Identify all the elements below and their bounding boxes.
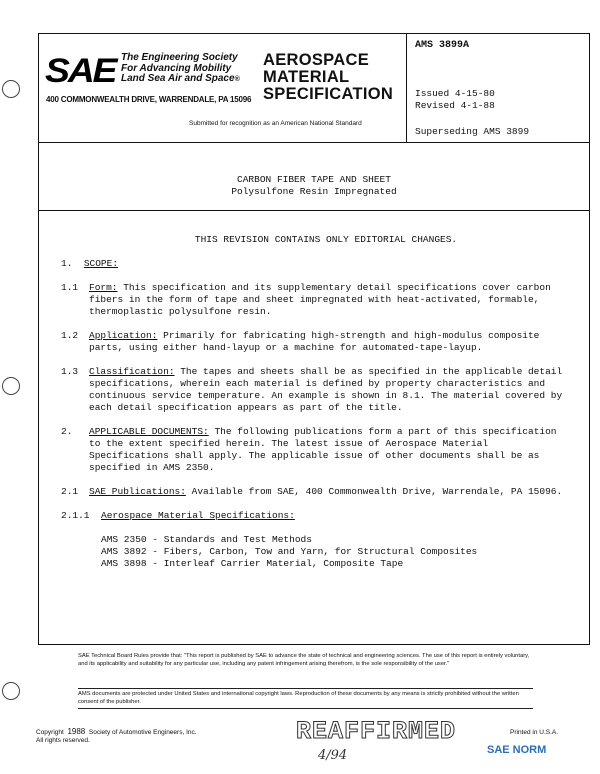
submitted-note: Submitted for recognition as an American National Standard: [189, 120, 362, 127]
punch-hole-middle: [2, 377, 20, 395]
section-2-1-1: 2.1.1 Aerospace Material Specifications:: [61, 510, 295, 521]
handwritten-date: 4/94: [318, 748, 348, 763]
section-1-3: 1.3 Classification: The tapes and sheets shall be as specified in the applicable detail specifications, wherein each material is defined by property characteristics and continuous service temperature. An example is shown in 8.1. The material covered by each detail specification appears as part of the title.: [61, 366, 563, 413]
printed-in: Printed in U.S.A.: [510, 729, 559, 736]
list-item: AMS 2350 - Standards and Test Methods: [101, 534, 312, 545]
list-item: AMS 3898 - Interleaf Carrier Material, Composite Tape: [101, 558, 404, 569]
title-divider: [39, 210, 589, 211]
document-type-title: AEROSPACE MATERIAL SPECIFICATION: [263, 51, 394, 103]
reference-list: [101, 534, 571, 570]
header-left: [39, 34, 407, 142]
punch-hole-top: [2, 80, 20, 98]
sae-norm-watermark: SAE NORM: [487, 744, 547, 756]
section-1: 1. SCOPE:: [61, 258, 119, 269]
section-1-2: 1.2 Application: Primarily for fabricating high-strength and high-modulus composite parts, using either hand-layup or a machine for automated-tape-layup.: [61, 330, 540, 353]
document-title: CARBON FIBER TAPE AND SHEET Polysulfone Resin Impregnated: [231, 174, 397, 197]
copyright-protection-note: AMS documents are protected under United States and international copyright laws. Reproduction of these documents by any means is strictly prohibited without the written consent of the publisher.: [78, 688, 533, 709]
header-right: [407, 34, 589, 142]
sae-address: 400 COMMONWEALTH DRIVE, WARRENDALE, PA 15096: [46, 95, 252, 104]
reaffirmed-stamp: REAFFIRMED: [296, 717, 457, 746]
section-2-1: 2.1 SAE Publications: Available from SAE, 400 Commonwealth Drive, Warrendale, PA 15096.: [61, 486, 563, 497]
document-number: AMS 3899A: [415, 40, 470, 51]
copyright-notice: Copyright 1988 Society of Automotive Engineers, Inc. All rights reserved.: [36, 727, 197, 744]
board-rules-note: SAE Technical Board Rules provide that: "This report is published by SAE to advance the state of technical and engineering sciences. The use of this report is entirely voluntary, and its applicability and suitability for any particular use, including any patent infringement arising therefrom, is the sole responsibility of the user.": [78, 653, 530, 667]
section-2: 2. APPLICABLE DOCUMENTS: The following publications form a part of this specification to the extent specified herein. The latest issue of Aerospace Material Specifications shall apply. The applicable issue of other documents shall be as specified in AMS 2350.: [61, 426, 557, 473]
editorial-note: THIS REVISION CONTAINS ONLY EDITORIAL CHANGES.: [194, 234, 458, 245]
superseding: Superseding AMS 3899: [415, 126, 530, 137]
punch-hole-bottom: [2, 682, 20, 700]
section-1-1: 1.1 Form: This specification and its supplementary detail specifications cover carbon fibers in the form of tape and sheet impregnated with heat-activated, formable, thermoplastic polysulfone resin.: [61, 282, 551, 317]
sae-logo: SAE: [45, 52, 116, 90]
spec-frame: [38, 33, 590, 645]
society-tagline: The Engineering Society For Advancing Mobility Land Sea Air and Space®: [121, 52, 240, 84]
header-divider: [39, 142, 589, 143]
spec-body: [61, 234, 571, 570]
issue-dates: Issued 4-15-80 Revised 4-1-88: [415, 88, 495, 111]
list-item: AMS 3892 - Fibers, Carbon, Tow and Yarn, for Structural Composites: [101, 546, 478, 557]
